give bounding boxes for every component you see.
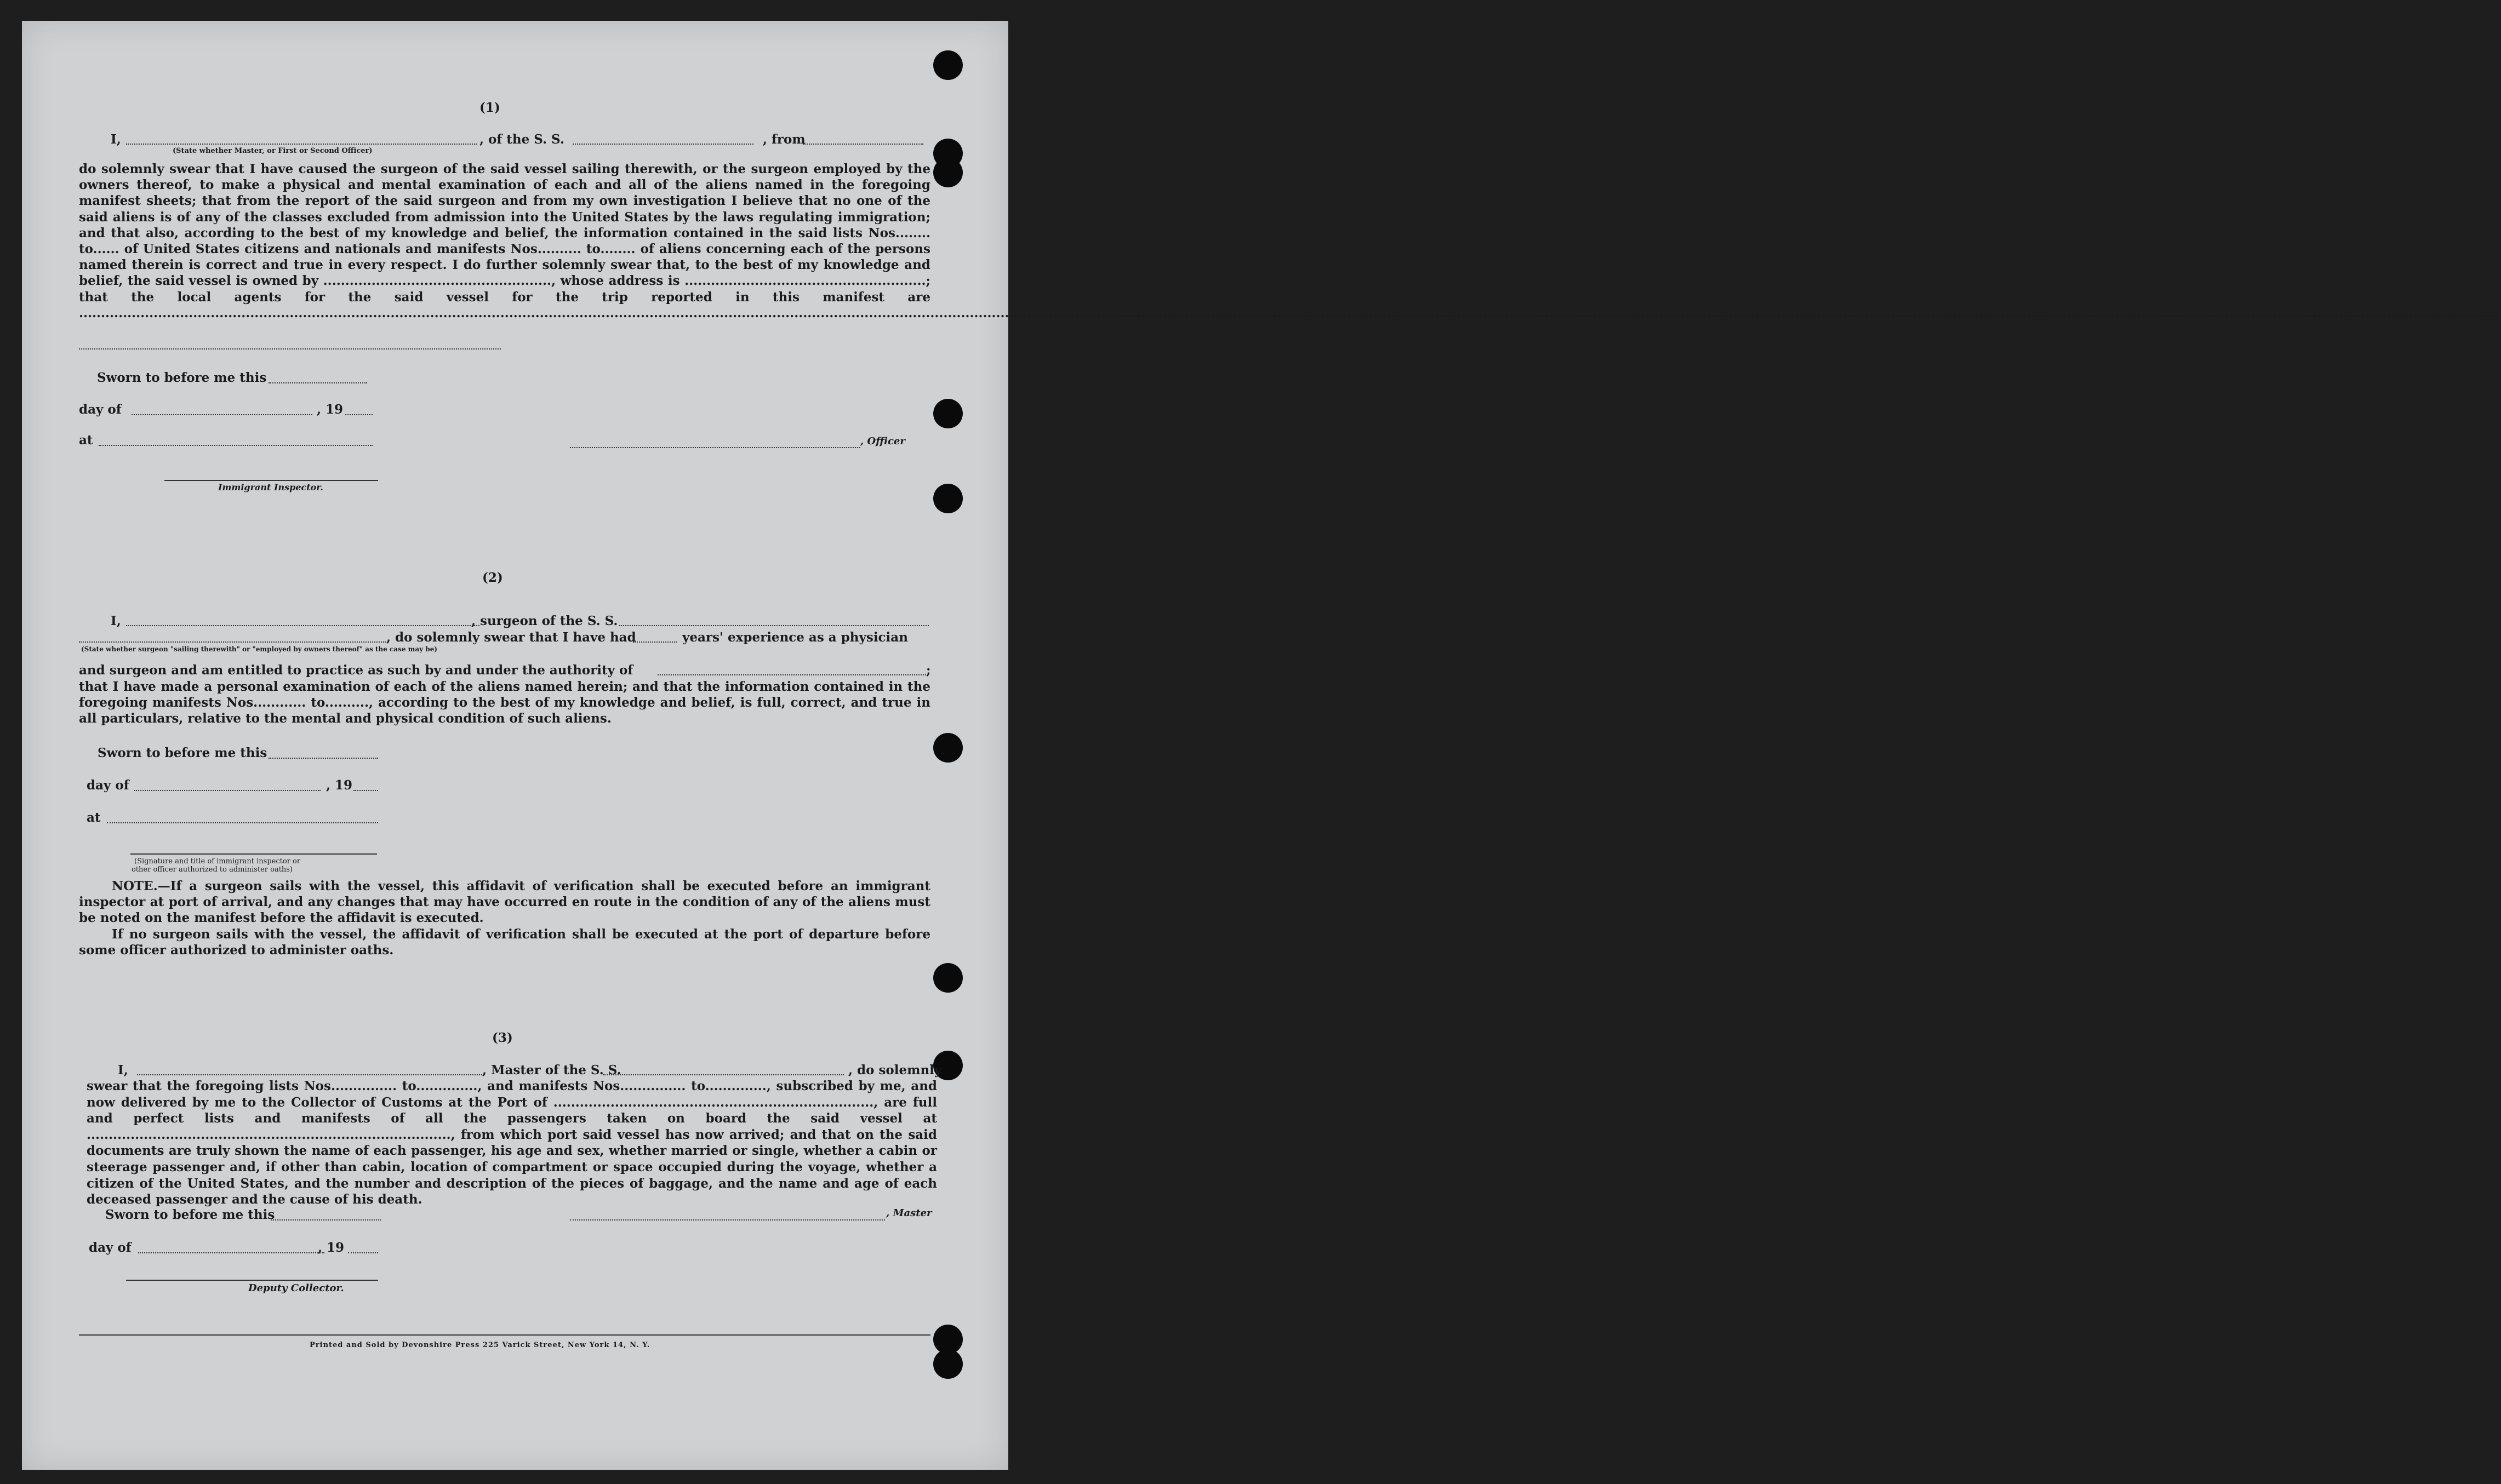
s2-day-of: day of (87, 778, 129, 793)
s1-oath-paragraph: do solemnly swear that I have caused the surgeon of the said vessel sailing therewith, or the surgeon employed by the owners thereof, to make a physical and mental examination of each and all of the aliens named in the foregoing manifest sheets; that from the report of the said surgeon and from my own investigation I believe that no one of the said aliens is of any of the classes excluded from admission into the United States by the laws regulating immigration; and that also, according to the best of my knowledge and belief, the information contained in the said lists Nos........ to...... of United States citizens and nationals and manifests Nos.......... to........ of aliens concerning each of the persons named therein is correct and true in every respect. I do further solemnly swear that, to the best of my knowledge and belief, the said vessel is owned by ...................................................., whose address is .......................................................; that the local agents for the said vessel for the trip reported in this manifest are ......................................................................................................................................................................................................................................................................................................................................................................................................................................................................................................................................................................., (79, 162, 2501, 320)
s2-year: , 19 (326, 778, 353, 793)
note-text-2: If no surgeon sails with the vessel, the affidavit of verification shall be executed at the port of departure before some officer authorized to administer oaths. (79, 927, 930, 958)
s1-at: at (79, 433, 93, 448)
s3-master-of: , Master of the S. S. (482, 1063, 621, 1078)
s1-sworn-line (269, 382, 367, 383)
note-paragraph (79, 878, 930, 926)
s1-year: , 19 (317, 402, 344, 417)
s1-ss-line (573, 144, 753, 145)
s1-from: , from (763, 132, 806, 147)
s2-sworn-line (269, 758, 378, 759)
s1-year-line (345, 414, 373, 415)
s2-day-line (134, 790, 321, 791)
punch-hole (933, 733, 963, 763)
s1-i: I, (111, 132, 121, 147)
s3-collector-label: Deputy Collector. (248, 1282, 344, 1294)
s3-paragraph (87, 1078, 937, 1208)
s2-entitled: and surgeon and am entitled to practice as such by and under the authority of (79, 663, 633, 678)
s3-paragraph-text: swear that the foregoing lists Nos............... to.............., and manifests Nos............... to.............., subscribed by me, and now delivered by me to the Collector of Customs at the Port of ........................................................................., are full and perfect lists and manifests of all the passengers taken on board the said vessel at ..................................................................................., from which port said vessel has now arrived; and that on the said documents are truly shown the name of each passenger, his age and sex, whether married or single, whether a cabin or steerage passenger and, if other than cabin, location of compartment or space occupied during the voyage, whether a citizen of the United States, and the number and description of the pieces of baggage, and the name and age of each deceased passenger and the cause of his death. (87, 1079, 937, 1207)
note-text: —If a surgeon sails with the vessel, this affidavit of verification shall be executed before an immigrant inspector at port of arrival, and any changes that may have occurred en route in the condition of any of the aliens must be noted on the manifest before the affidavit is executed. (79, 879, 930, 926)
s3-master-sig-line (570, 1219, 885, 1221)
s2-caption: (State whether surgeon "sailing therewith" or "employed by owners thereof" as the case may be) (81, 645, 437, 653)
s1-officer-label: , Officer (860, 436, 905, 447)
s2-authority-end: ; (926, 663, 931, 678)
s3-sworn-line (271, 1219, 381, 1221)
note-paragraph-2 (79, 926, 930, 958)
manifest-page (22, 21, 2501, 1470)
section-2-number: (2) (482, 570, 503, 585)
s2-signature-line (130, 853, 377, 855)
punch-hole (933, 963, 963, 993)
s1-day-of: day of (79, 402, 122, 417)
s1-at-line (99, 445, 373, 446)
s2-ss-line (619, 625, 929, 626)
s1-from-line (803, 144, 923, 145)
s3-collector-line (126, 1280, 378, 1281)
s2-at-line (107, 822, 378, 823)
printer-credit: Printed and Sold by Devonshire Press 225 Varick Street, New York 14, N. Y. (310, 1341, 650, 1349)
section-3-number: (3) (492, 1030, 513, 1045)
s2-surgeon-line (126, 625, 479, 626)
footer-rule (79, 1334, 930, 1336)
s3-master-name-line (137, 1074, 482, 1075)
s1-inspector-label: Immigrant Inspector. (218, 482, 323, 492)
s3-day-of: day of (89, 1240, 132, 1255)
s2-signature-caption: (Signature and title of immigrant inspector or (134, 857, 301, 866)
s1-of-ss: , of the S. S. (479, 132, 564, 147)
s2-name-line (79, 641, 386, 643)
s2-at: at (87, 810, 101, 825)
section-1-number: (1) (479, 100, 500, 115)
s1-line-a (79, 348, 501, 349)
s1-inspector-line (164, 480, 378, 481)
s3-day-line (138, 1252, 324, 1253)
s2-do-swear: , do solemnly swear that I have had (386, 630, 636, 645)
punch-hole (933, 50, 963, 80)
s3-year-line (348, 1252, 378, 1253)
s3-master-label: , Master (886, 1207, 932, 1219)
s3-sworn: Sworn to before me this (105, 1207, 275, 1222)
s3-do-solemnly: , do solemnly (848, 1063, 942, 1078)
s1-day-line (132, 414, 312, 415)
s1-officer-sig-line (570, 447, 860, 448)
s2-years-line (633, 641, 677, 643)
s2-authority-line (658, 674, 926, 675)
s2-signature-caption-2: other officer authorized to administer oaths) (132, 866, 293, 874)
s2-i: I, (111, 614, 121, 628)
s1-officer-line (126, 144, 477, 145)
punch-hole (933, 158, 963, 187)
s2-paragraph: that I have made a personal examination of each of the aliens named herein; and that the information contained in the foregoing manifests Nos............ to.........., according to the best of my knowledge and belief, is full, correct, and true in all particulars, relative to the mental and physical condition of such aliens. (79, 679, 930, 726)
punch-hole (933, 1349, 963, 1379)
s2-year-line (353, 790, 378, 791)
s1-sworn: Sworn to before me this (97, 370, 267, 385)
punch-hole (933, 399, 963, 428)
punch-hole (933, 484, 963, 513)
s3-i: I, (118, 1063, 128, 1078)
note-label: NOTE. (112, 879, 158, 893)
s3-year: , 19 (318, 1240, 345, 1255)
s1-officer-caption: (State whether Master, or First or Second Officer) (173, 147, 373, 155)
s3-ss-line (603, 1074, 844, 1075)
s2-years-exp: years' experience as a physician (682, 630, 908, 645)
s2-sworn: Sworn to before me this (98, 746, 267, 760)
s2-surgeon-of: , surgeon of the S. S. (471, 614, 618, 628)
